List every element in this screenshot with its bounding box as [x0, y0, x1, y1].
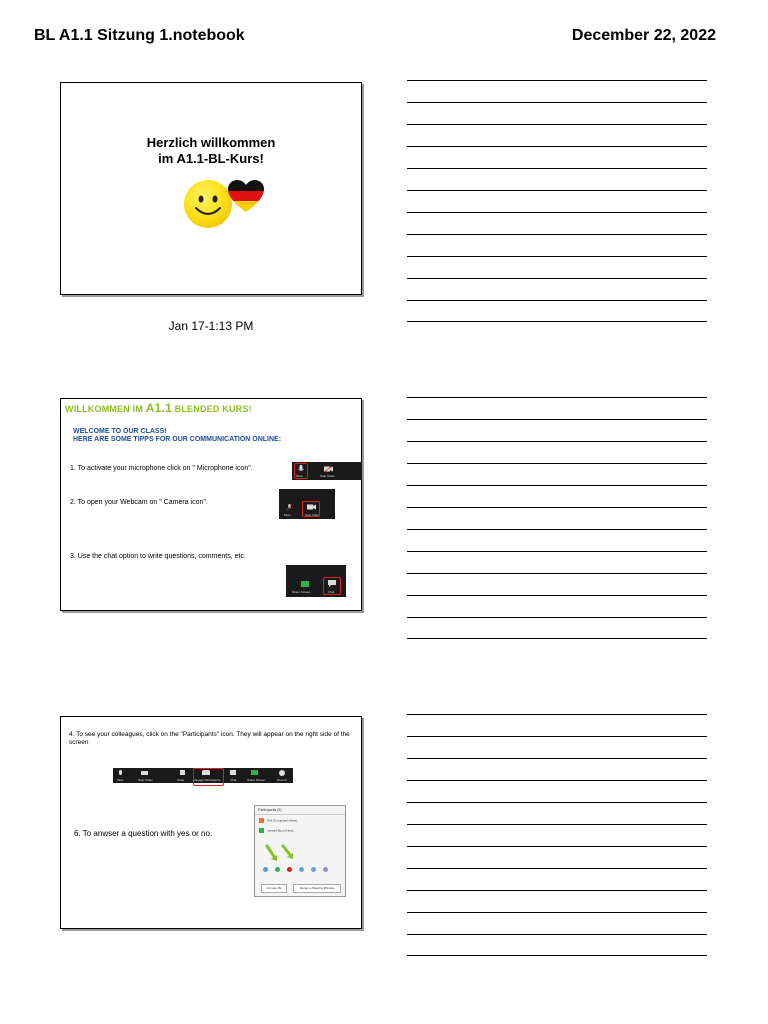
participants-panel	[254, 805, 346, 897]
toolbar-webcam: Mute Stop Video	[279, 489, 335, 519]
smiley-icon	[184, 180, 232, 228]
unmute-me-button[interactable]: Unmute Me	[261, 884, 287, 893]
camera-off-icon	[324, 466, 333, 472]
toolbar-chat: Share Screen Chat	[286, 565, 346, 597]
no-icon[interactable]	[287, 867, 292, 872]
highlight-microphone	[294, 463, 308, 479]
slide-2-thumbnail[interactable]	[60, 398, 362, 611]
participant-row: Instead Buch (Host)	[259, 828, 343, 835]
slide-2-welcome: WELCOME TO OUR CLASS! HERE ARE SOME TIPPS FOR OUR COMMUNICATION ONLINE:	[73, 428, 282, 443]
slide-1-title: Herzlich willkommen im A1.1-BL-Kurs!	[146, 135, 276, 166]
raise-hand-icon[interactable]	[263, 867, 268, 872]
slide-1-timestamp: Jan 17-1:13 PM	[168, 319, 254, 333]
camera-icon	[141, 771, 148, 775]
go-slower-icon[interactable]	[299, 867, 304, 872]
tip-yes-no: 6. To anwser a question with yes or no.	[74, 829, 213, 838]
tip-microphone: 1. To activate your microphone click on " Microphone icon".	[70, 465, 253, 472]
chat-icon	[230, 770, 236, 775]
german-flag-heart-icon	[228, 180, 264, 214]
toolbar-microphone: Mute Start Video	[292, 462, 362, 480]
participant-row: TeN (Computer) (Host)	[259, 818, 343, 825]
record-icon	[279, 770, 285, 776]
tip-webcam: 2. To open your Webcam on " Camera icon".	[70, 499, 208, 506]
tip-participants: 4. To see your colleagues, click on the "Participants" icon. They will appear on the right side of the screen	[69, 731, 350, 746]
invite-icon	[180, 770, 185, 775]
more-icon[interactable]	[323, 867, 328, 872]
highlight-chat	[323, 577, 341, 595]
toolbar-participants: Mute Start Video Invite Manage Participants Chat Share Screen Record	[113, 768, 293, 783]
slide-2-heading: WILLKOMMEN IM A1.1 BLENDED KURS!	[65, 401, 252, 415]
document-title: BL A1.1 Sitzung 1.notebook	[34, 27, 245, 44]
go-faster-icon[interactable]	[311, 867, 316, 872]
participants-panel-title: Participants (2)	[258, 808, 282, 812]
tip-chat: 3. Use the chat option to write questions, comments, etc.	[70, 553, 246, 560]
merge-window-button[interactable]: Merge to Meeting Window	[293, 884, 341, 893]
green-arrow-icon	[265, 844, 297, 866]
yes-icon[interactable]	[275, 867, 280, 872]
highlight-camera	[302, 501, 320, 517]
share-screen-icon	[301, 581, 309, 587]
microphone-icon	[119, 770, 122, 775]
microphone-icon	[287, 504, 292, 511]
document-date: December 22, 2022	[571, 27, 716, 44]
slide-3-thumbnail[interactable]	[60, 716, 362, 929]
slide-1-thumbnail[interactable]	[60, 82, 362, 295]
highlight-participants	[193, 768, 224, 786]
share-screen-icon	[251, 770, 258, 775]
